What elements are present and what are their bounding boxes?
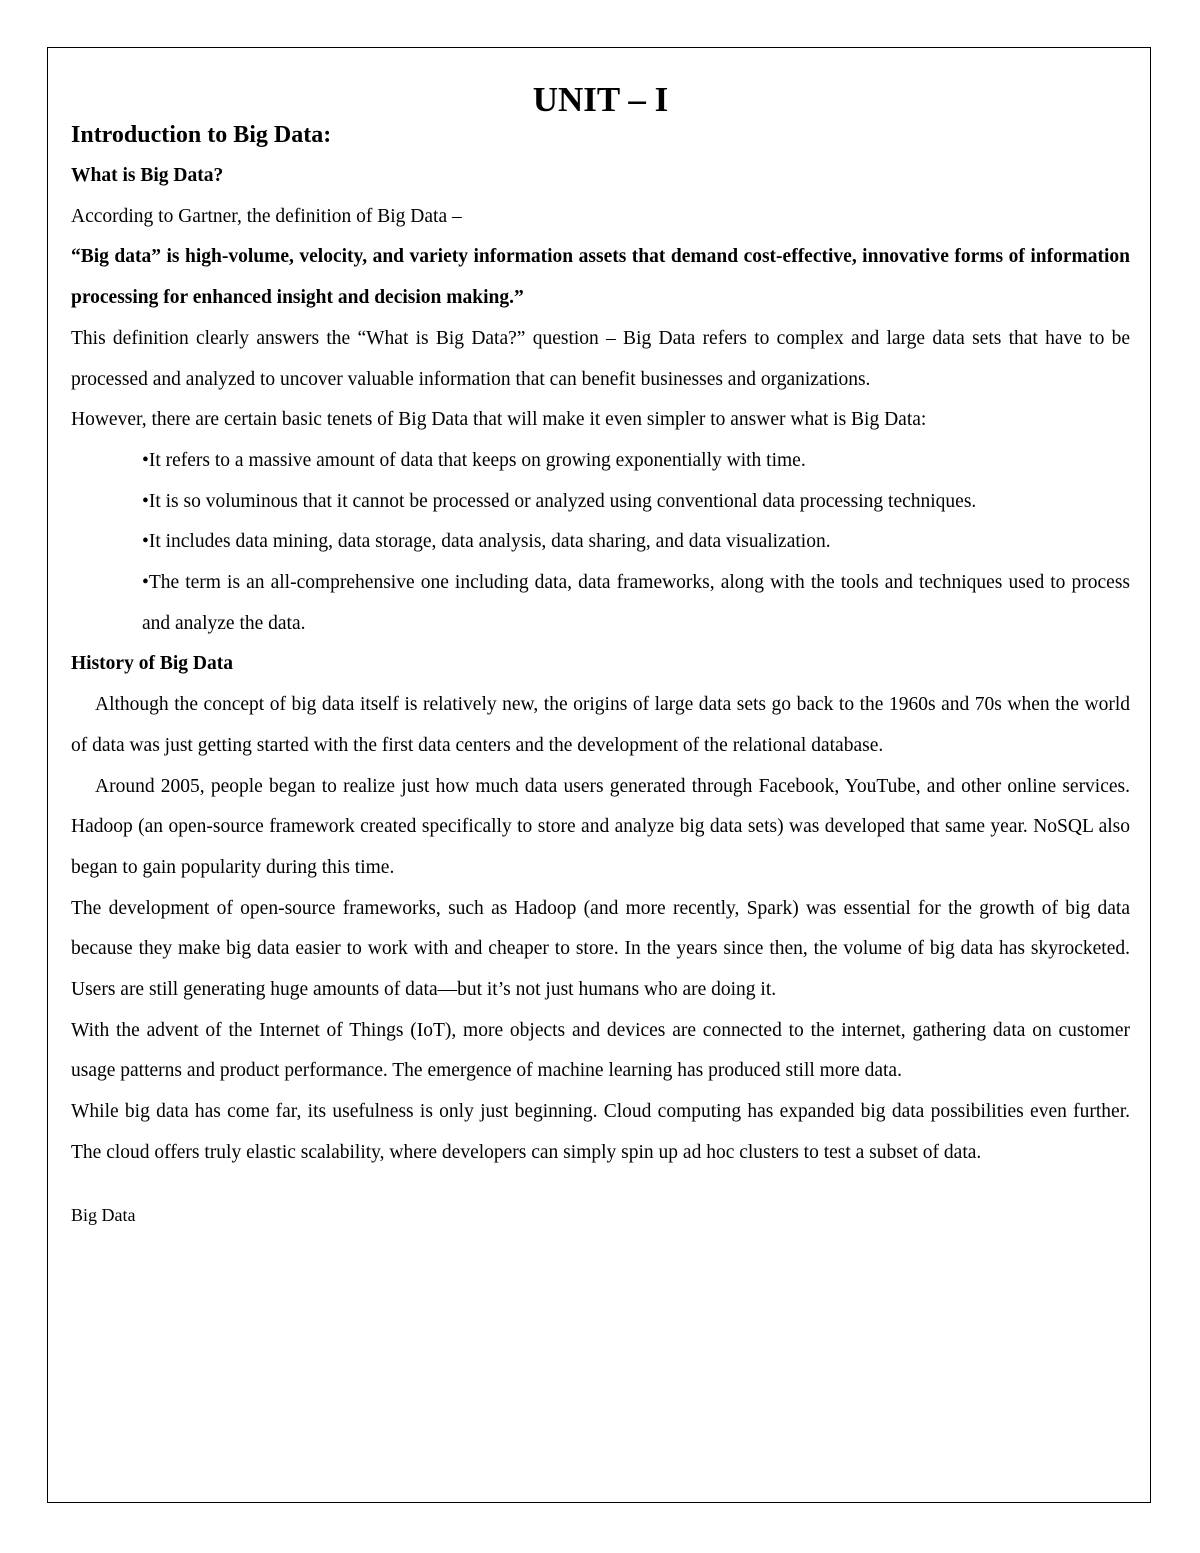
history-paragraph: With the advent of the Internet of Things (IoT), more objects and devices are connected to the internet, gathering data on customer usage patterns and product performance. The emergence of machine learning has produced still more data. [71, 1019, 1130, 1082]
what-is-big-data-heading: What is Big Data? [71, 165, 224, 186]
history-paragraph: Although the concept of big data itself is relatively new, the origins of large data sets go back to the 1960s and 70s when the world of data was just getting started with the first data centers and the development of the relational database. [71, 694, 1130, 756]
history-paragraph: While big data has come far, its usefulness is only just beginning. Cloud computing has expanded big data possibilities even further. The cloud offers truly elastic scalability, where developers can simply spin up ad hoc clusters to test a subset of data. [71, 1101, 1130, 1163]
tenet-item: •It refers to a massive amount of data that keeps on growing exponentially with time. [142, 449, 806, 471]
tenet-item: •It is so voluminous that it cannot be processed or analyzed using conventional data processing techniques. [142, 490, 977, 512]
tenets-list [71, 441, 1130, 645]
definition-paragraph: This definition clearly answers the “What is Big Data?” question – Big Data refers to complex and large data sets that have to be processed and analyzed to uncover valuable information that can benefit businesses and organizations. [71, 327, 1130, 390]
unit-title: UNIT – I [532, 80, 669, 119]
section-heading: Introduction to Big Data: [71, 122, 332, 148]
gartner-quote: “Big data” is high-volume, velocity, and variety information assets that demand cost-effective, innovative forms of information processing for enhanced insight and decision making.” [71, 246, 1130, 309]
tenets-intro: However, there are certain basic tenets of Big Data that will make it even simpler to answer what is Big Data: [71, 409, 927, 431]
tenet-item: •It includes data mining, data storage, data analysis, data sharing, and data visualization. [142, 531, 831, 553]
gartner-intro: According to Gartner, the definition of Big Data – [71, 205, 462, 227]
history-heading: History of Big Data [71, 653, 233, 675]
history-paragraph: Around 2005, people began to realize just how much data users generated through Facebook, YouTube, and other online services. Hadoop (an open-source framework created specifically to store and analyze big data sets) was developed that same year. NoSQL also began to gain popularity during this time. [71, 775, 1130, 878]
footer-label: Big Data [71, 1204, 136, 1225]
tenet-item: •The term is an all-comprehensive one including data, data frameworks, along with the tools and techniques used to process and analyze the data. [142, 572, 1130, 634]
document-content [71, 80, 1130, 1230]
history-paragraph: The development of open-source frameworks, such as Hadoop (and more recently, Spark) was essential for the growth of big data because they make big data easier to work with and cheaper to store. In the years since then, the volume of big data has skyrocketed. Users are still generating huge amounts of data—but it’s not just humans who are doing it. [71, 897, 1130, 1001]
